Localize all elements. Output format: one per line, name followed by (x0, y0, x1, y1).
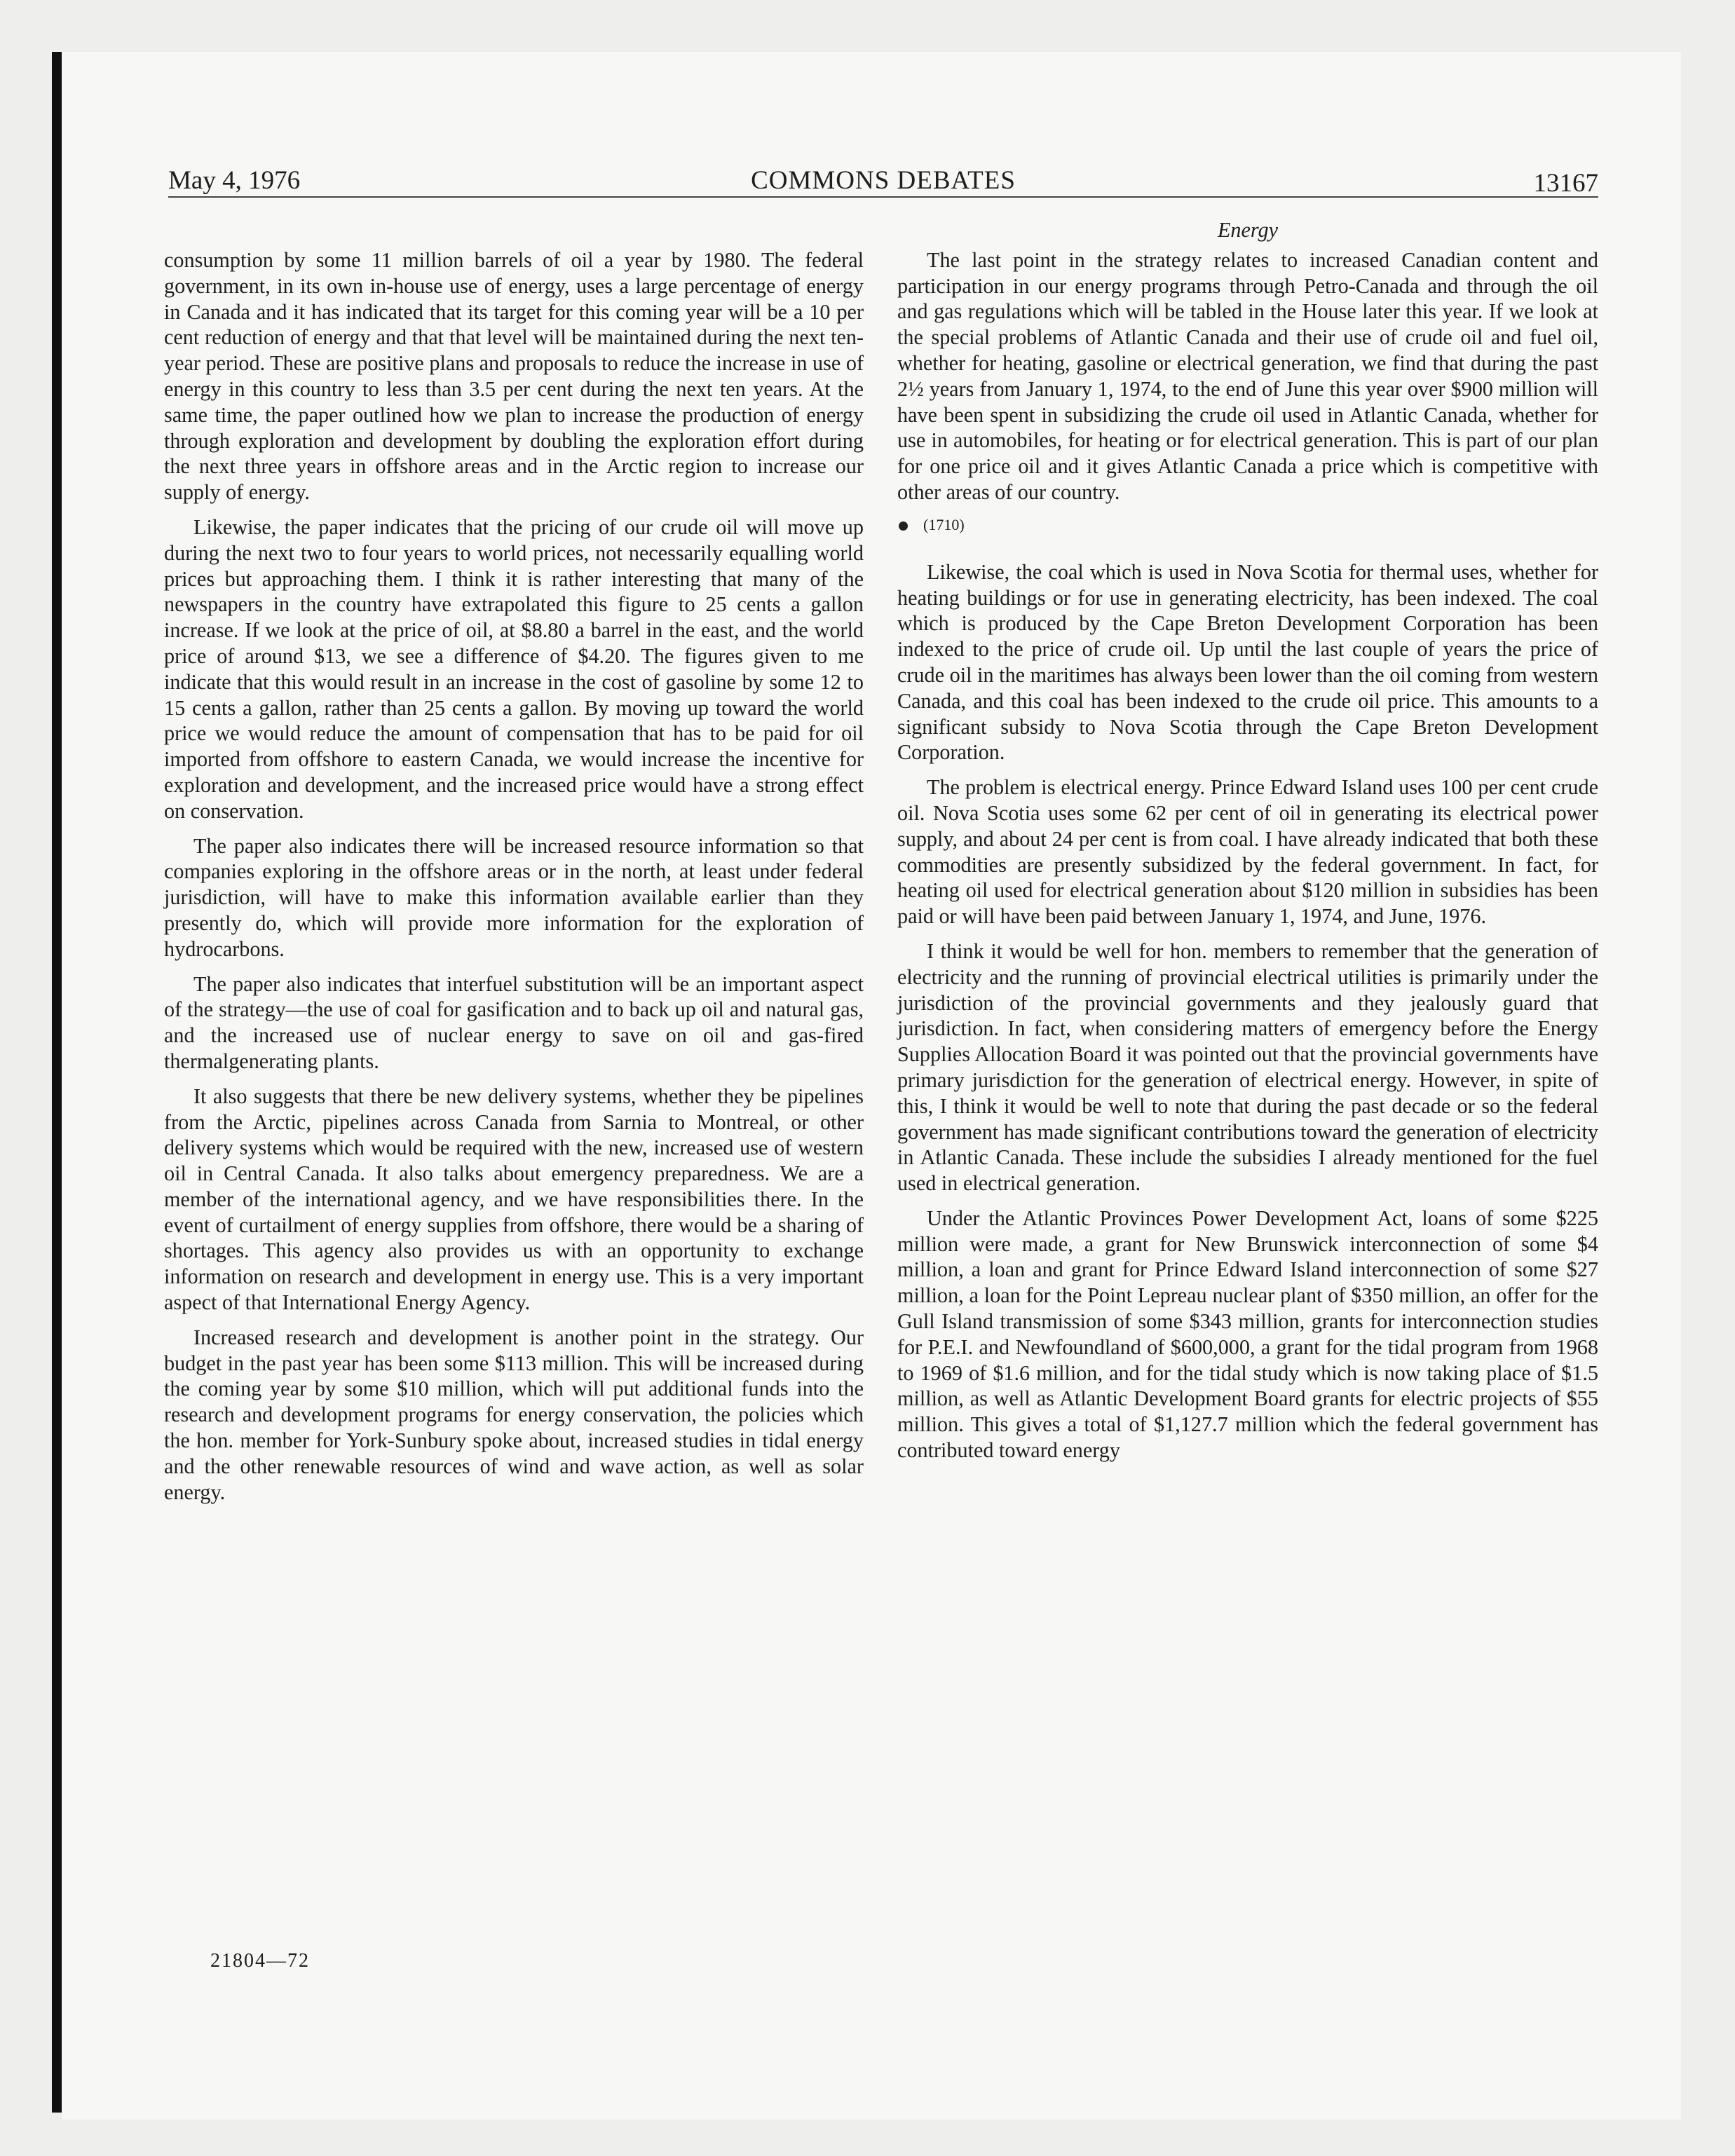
binding-edge (52, 52, 62, 2113)
section-title: Energy (1217, 218, 1279, 242)
header-title: COMMONS DEBATES (751, 166, 1016, 195)
time-marker-text: (1710) (923, 515, 965, 533)
page-header (168, 158, 1598, 198)
header-page-number: 13167 (1533, 169, 1598, 198)
paragraph: The problem is electrical energy. Prince Edward Island uses 100 per cent crude oil. Nova Scotia uses some 62 per cent of oil in generating its electrical power supply, and about 24 per cent is from coal. I have already indicated that both these commodities are presently subsidized by the federal government. In fact, for heating oil used for electrical generation about $120 million in subsidies has been paid or will have been paid between January 1, 1974, and June, 1976. (897, 775, 1598, 929)
bullet-icon (899, 521, 908, 531)
paragraph: The last point in the strategy relates to increased Canadian content and participation in our energy programs through Petro-Canada and through the oil and gas regulations which will be tabled in the House later this year. If we look at the special problems of Atlantic Canada and their use of crude oil and fuel oil, whether for heating, gasoline or electrical generation, we find that during the past 2½ years from January 1, 1974, to the end of June this year over $900 million will have been spent in subsidizing the crude oil used in Atlantic Canada, whether for use in automobiles, for heating or for electrical generation. This is part of our plan for one price oil and it gives Atlantic Canada a price which is competitive with other areas of our country. (897, 247, 1598, 504)
paragraph: The paper also indicates there will be increased resource information so that companies exploring in the offshore areas or in the north, at least under federal jurisdiction, will have to make this information available earlier than they presently do, which will provide more information for the exploration of hydrocarbons. (164, 833, 864, 961)
paragraph: Likewise, the coal which is used in Nova Scotia for thermal uses, whether for heating buildings or for use in generating electricity, has been indexed. The coal which is produced by the Cape Breton Development Corporation has been indexed to the price of crude oil. Up until the last couple of years the price of crude oil in the maritimes has always been lower than the oil coming from western Canada, and this coal has been indexed to the crude oil price. This amounts to a significant subsidy to Nova Scotia through the Cape Breton Development Corporation. (897, 559, 1598, 765)
paragraph: Likewise, the paper indicates that the pricing of our crude oil will move up during the next two to four years to world prices, not necessarily equalling world prices but approaching them. I think it is rather interesting that many of the newspapers in the country have extrapolated this figure to 25 cents a gallon increase. If we look at the price of oil, at $8.80 a barrel in the east, and the world price of around $13, we see a difference of $4.20. The figures given to me indicate that this would result in an increase in the cost of gasoline by some 12 to 15 cents a gallon, rather than 25 cents a gallon. By moving up toward the world price we would reduce the amount of compensation that has to be paid for oil imported from offshore to eastern Canada, we would increase the incentive for exploration and development, and the increased price would have a strong effect on conservation. (164, 514, 864, 823)
header-date: May 4, 1976 (168, 166, 301, 195)
footer-code: 21804—72 (210, 1950, 310, 1972)
left-column (164, 247, 864, 1514)
time-marker (897, 514, 1598, 535)
paragraph: I think it would be well for hon. members to remember that the generation of electricity and the running of provincial electrical utilities is primarily under the jurisdiction of the provincial governments and they jealously guard that jurisdiction. In fact, when considering matters of emergency before the Energy Supplies Allocation Board it was pointed out that the provincial governments have primary jurisdiction for the generation of electrical energy. However, in spite of this, I think it would be well to note that during the past decade or so the federal government has made significant contributions toward the generation of electricity in Atlantic Canada. These include the subsidies I already mentioned for the fuel used in electrical generation. (897, 939, 1598, 1196)
paragraph: consumption by some 11 million barrels of oil a year by 1980. The federal government, in its own in-house use of energy, uses a large percentage of energy in Canada and it has indicated that its target for this coming year will be a 10 per cent reduction of energy and that that level will be maintained during the next ten-year period. These are positive plans and proposals to reduce the increase in use of energy in this country to less than 3.5 per cent during the next ten years. At the same time, the paper outlined how we plan to increase the production of energy through exploration and development by doubling the exploration effort during the next three years in offshore areas and in the Arctic region to increase our supply of energy. (164, 248, 864, 505)
paragraph: The paper also indicates that interfuel substitution will be an important aspect of the strategy—the use of coal for gasification and to back up oil and natural gas, and the increased use of nuclear energy to save on oil and gas-fired thermalgenerating plants. (164, 971, 864, 1073)
paragraph: Under the Atlantic Provinces Power Development Act, loans of some $225 million were made, a grant for New Brunswick interconnection of some $4 million, a loan and grant for Prince Edward Island interconnection of some $27 million, a loan for the Point Lepreau nuclear plant of $350 million, an offer for the Gull Island transmission of some $343 million, grants for interconnection studies for P.E.I. and Newfoundland of $600,000, a grant for the tidal program from 1968 to 1969 of $1.6 million, and for the tidal study which is now taking place of $1.5 million, as well as Atlantic Development Board grants for electric projects of $55 million. This gives a total of $1,127.7 million which the federal government has contributed toward energy (897, 1206, 1598, 1463)
paragraph: It also suggests that there be new delivery systems, whether they be pipelines from the Arctic, pipelines across Canada from Sarnia to Montreal, or other delivery systems which would be required with the new, increased use of western oil in Central Canada. It also talks about emergency preparedness. We are a member of the international agency, and we have responsibilities there. In the event of curtailment of energy supplies from offshore, there would be a sharing of shortages. This agency also provides us with an opportunity to exchange information on research and development in energy use. This is a very important aspect of that International Energy Agency. (164, 1084, 864, 1315)
right-column (897, 217, 1598, 1473)
paragraph: Increased research and development is another point in the strategy. Our budget in the past year has been some $113 million. This will be increased during the coming year by some $10 million, which will put additional funds into the research and development programs for energy conservation, the policies which the hon. member for York-Sunbury spoke about, increased studies in tidal energy and the other renewable resources of wind and wave action, as well as solar energy. (164, 1325, 864, 1504)
